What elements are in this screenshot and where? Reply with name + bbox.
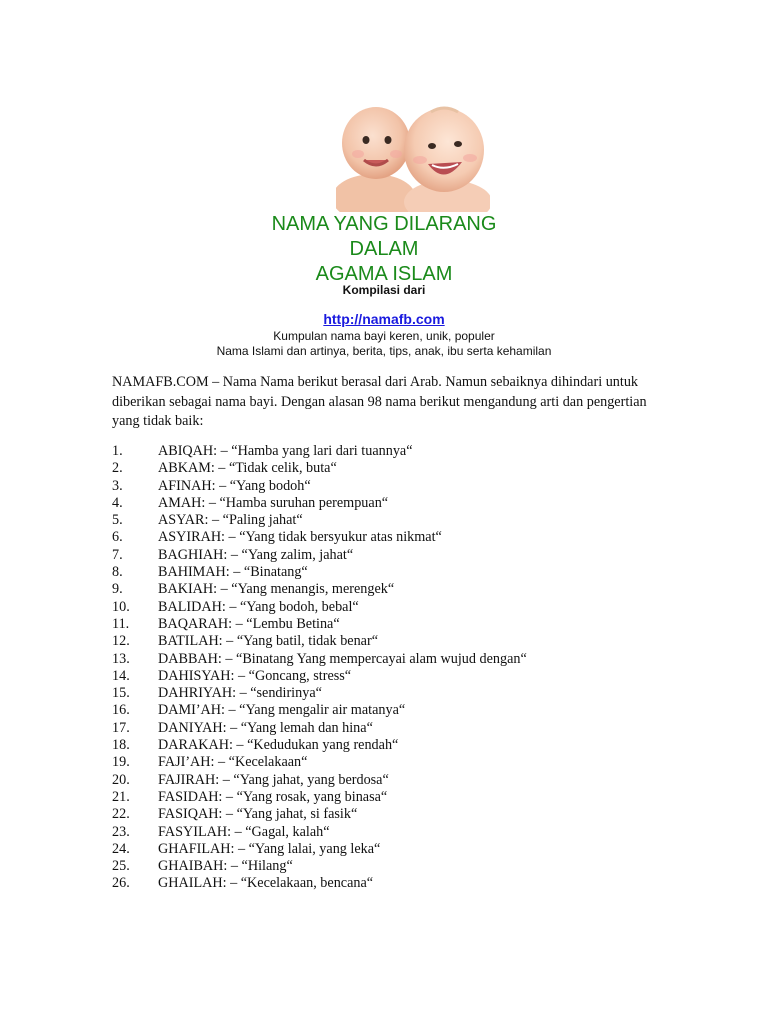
list-item-number: 23. [112,823,130,840]
source-link[interactable]: http://namafb.com [323,311,445,327]
list-item-number: 19. [112,754,130,771]
list-item [112,478,672,495]
list-item-number: 7. [112,546,123,563]
list-item-number: 15. [112,685,130,702]
list-item-number: 13. [112,650,130,667]
list-item-text: ABKAM: – “Tidak celik, buta“ [158,460,337,477]
list-item-number: 10. [112,598,130,615]
list-item-number: 18. [112,737,130,754]
list-item-number: 8. [112,564,123,581]
tagline [0,329,768,359]
list-item-number: 20. [112,771,130,788]
list-item [112,581,672,598]
list-item-text: BAGHIAH: – “Yang zalim, jahat“ [158,546,354,563]
list-item-text: GHAILAH: – “Kecelakaan, bencana“ [158,875,374,892]
list-item-text: AMAH: – “Hamba suruhan perempuan“ [158,494,389,511]
tagline-line: Nama Islami dan artinya, berita, tips, anak, ibu serta kehamilan [216,344,552,358]
list-item-number: 24. [112,840,130,857]
list-item-text: ASYIRAH: – “Yang tidak bersyukur atas nikmat“ [158,529,442,546]
list-item-number: 17. [112,719,130,736]
list-item-text: BALIDAH: – “Yang bodoh, bebal“ [158,598,359,615]
list-item-number: 25. [112,858,130,875]
list-item-text: BATILAH: – “Yang batil, tidak benar“ [158,633,378,650]
list-item-number: 14. [112,667,130,684]
list-item-number: 9. [112,581,123,598]
names-list [112,443,672,893]
list-item [112,512,672,529]
list-item-text: GHAIBAH: – “Hilang“ [158,858,293,875]
list-item-text: FAJIRAH: – “Yang jahat, yang berdosa“ [158,771,389,788]
list-item [112,460,672,477]
list-item-text: BAHIMAH: – “Binatang“ [158,564,308,581]
list-item [112,806,672,823]
list-item-text: DARAKAH: – “Kedudukan yang rendah“ [158,737,399,754]
tagline-line: Kumpulan nama bayi keren, unik, populer [273,329,495,343]
list-item-number: 2. [112,460,123,477]
list-item [112,737,672,754]
list-item-text: ABIQAH: – “Hamba yang lari dari tuannya“ [158,443,413,459]
list-item [112,702,672,719]
list-item [112,841,672,858]
list-item [112,858,672,875]
list-item-number: 1. [112,443,123,459]
compiled-from-label: Kompilasi dari [342,283,426,297]
list-item-text: FASYILAH: – “Gagal, kalah“ [158,823,330,840]
babies-photo [336,98,490,212]
list-item [112,529,672,546]
list-item-text: FAJI’AH: – “Kecelakaan“ [158,754,308,771]
list-item-text: DAHRIYAH: – “sendirinya“ [158,685,322,702]
list-item-number: 26. [112,875,130,892]
title-line: NAMA YANG DILARANG [271,213,497,235]
list-item-number: 12. [112,633,130,650]
intro-paragraph: NAMAFB.COM – Nama Nama berikut berasal dari Arab. Namun sebaiknya dihindari untuk diberikan sebagai nama bayi. Dengan alasan 98 nama berikut mengandung arti dan pengertian yang tidak baik: [112,374,647,429]
title-line: DALAM [349,238,419,260]
list-item [112,633,672,650]
list-item-text: AFINAH: – “Yang bodoh“ [158,477,311,494]
list-item [112,616,672,633]
list-item [112,651,672,668]
list-item [112,772,672,789]
list-item [112,668,672,685]
list-item-number: 5. [112,512,123,529]
list-item-number: 11. [112,615,130,632]
list-item-text: DABBAH: – “Binatang Yang mempercayai alam wujud dengan“ [158,650,527,667]
list-item-text: DAHISYAH: – “Goncang, stress“ [158,667,352,684]
list-item-text: FASIQAH: – “Yang jahat, si fasik“ [158,806,358,823]
list-item [112,720,672,737]
list-item [112,824,672,841]
list-item [112,685,672,702]
list-item [112,547,672,564]
list-item [112,443,672,460]
list-item [112,789,672,806]
list-item-number: 4. [112,494,123,511]
list-item-number: 3. [112,477,123,494]
list-item [112,875,672,892]
list-item-number: 6. [112,529,123,546]
list-item-text: FASIDAH: – “Yang rosak, yang binasa“ [158,788,388,805]
list-item-number: 16. [112,702,130,719]
list-item-number: 22. [112,806,130,823]
list-item [112,564,672,581]
list-item-text: BAQARAH: – “Lembu Betina“ [158,615,340,632]
list-item-text: DAMI’AH: – “Yang mengalir air matanya“ [158,702,406,719]
list-item-number: 21. [112,788,130,805]
list-item [112,495,672,512]
list-item-text: DANIYAH: – “Yang lemah dan hina“ [158,719,373,736]
list-item [112,754,672,771]
list-item-text: ASYAR: – “Paling jahat“ [158,512,303,529]
title-line: AGAMA ISLAM [315,263,453,285]
list-item [112,599,672,616]
document-title [0,212,768,287]
list-item-text: BAKIAH: – “Yang menangis, merengek“ [158,581,395,598]
list-item-text: GHAFILAH: – “Yang lalai, yang leka“ [158,840,381,857]
